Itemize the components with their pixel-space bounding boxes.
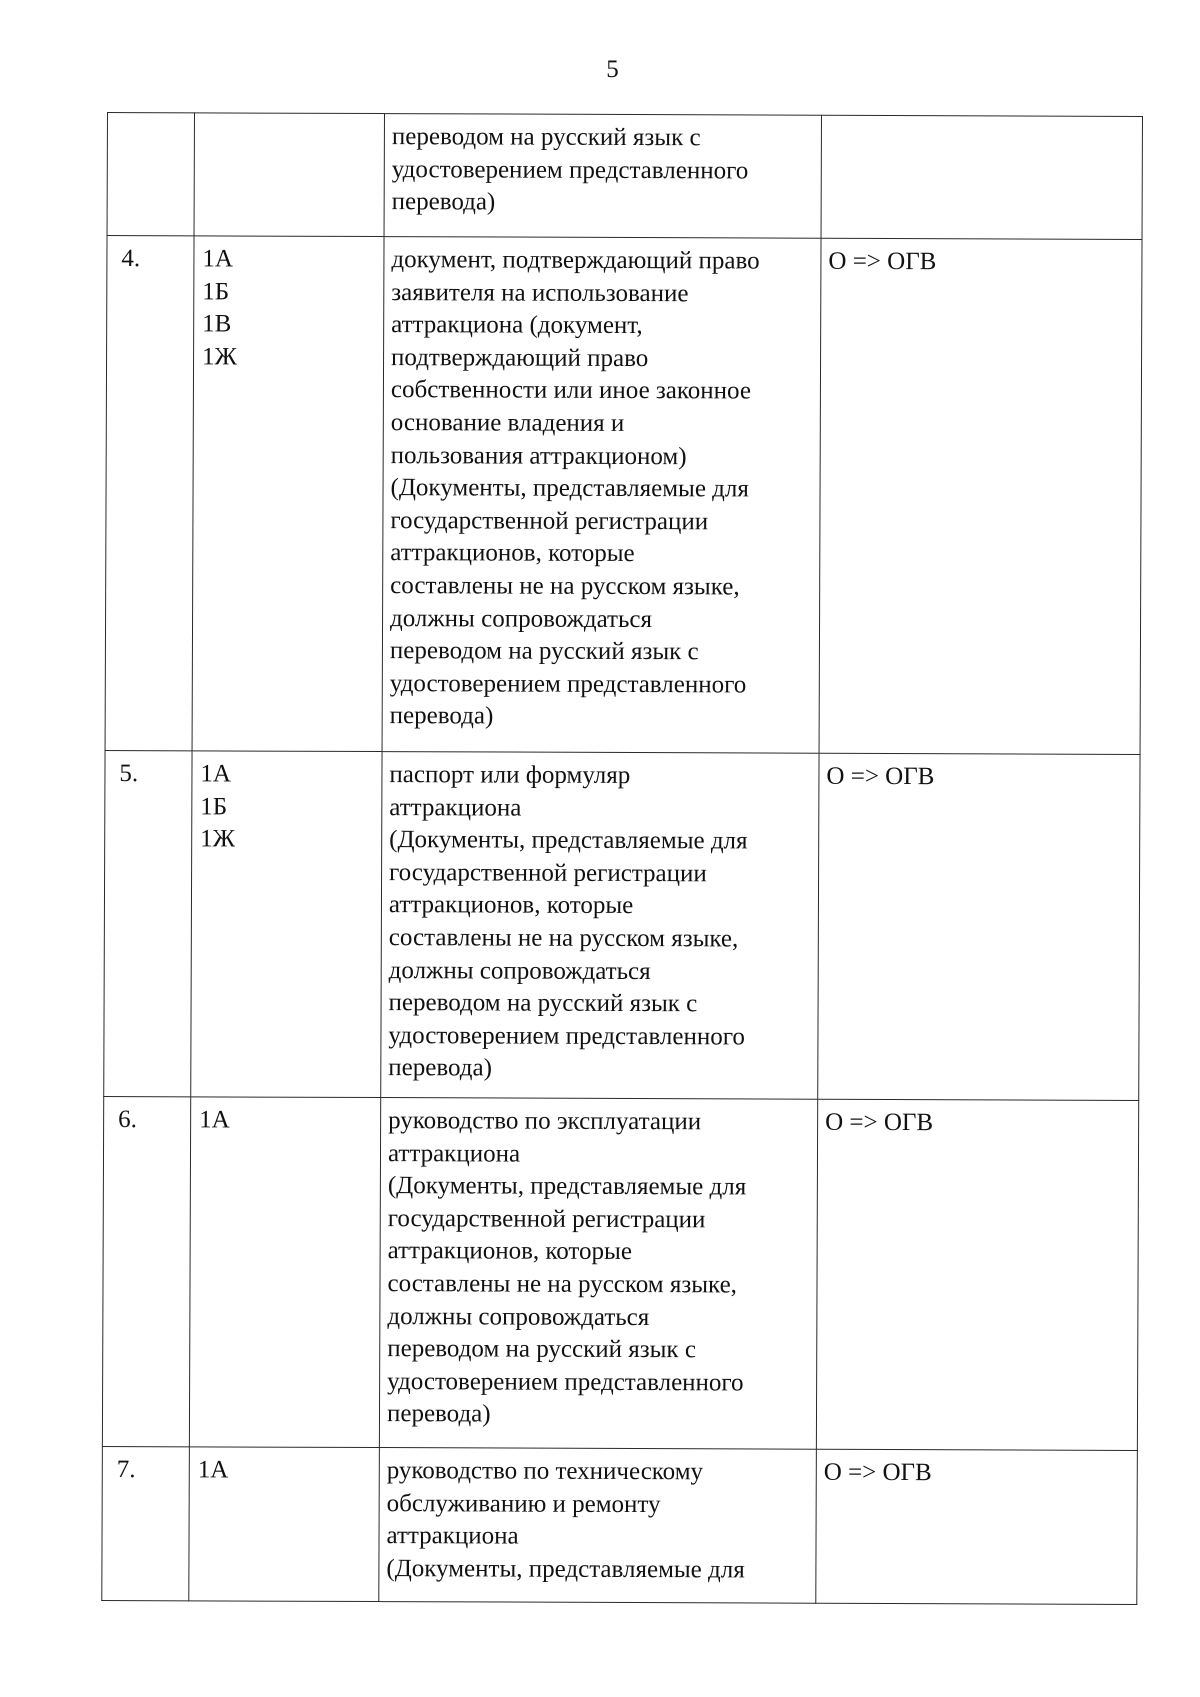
table-row <box>102 1096 1138 1450</box>
applicant-code: 1А <box>202 245 234 273</box>
applicant-code: 1А <box>197 1456 229 1484</box>
description-line: государственной регистрации <box>390 506 709 536</box>
applicant-code: 1В <box>202 310 232 338</box>
row-number-cell: 5. <box>104 750 192 1096</box>
document-description-cell <box>384 114 821 239</box>
description-line: перевода) <box>386 1400 491 1428</box>
description-line: паспорт или формуляр <box>389 761 631 790</box>
description-line: (Документы, представляемые для <box>386 1554 745 1584</box>
description-line: составлены не на русском языке, <box>390 572 740 601</box>
document-description-cell <box>379 1448 817 1604</box>
row-number-cell: 6. <box>102 1096 190 1446</box>
description-line: подтверждающий право <box>391 343 649 372</box>
description-line: руководство по эксплуатации <box>388 1107 702 1136</box>
applicant-code: 1Ж <box>202 343 238 371</box>
description-line: государственной регистрации <box>389 858 707 888</box>
row-number-cell: 4. <box>105 236 194 751</box>
submission-mode-cell: О => ОГВ <box>819 238 1142 754</box>
documents-table <box>101 112 1143 1605</box>
applicant-codes-cell <box>189 1097 380 1448</box>
description-line: должны сопровождаться <box>388 956 651 985</box>
submission-mode-cell: О => ОГВ <box>818 753 1140 1100</box>
table-row <box>107 113 1142 240</box>
description-line: переводом на русский язык с <box>387 1335 697 1364</box>
description-line: (Документы, представляемые для <box>389 826 748 855</box>
description-line: аттракциона <box>387 1139 521 1168</box>
description-line: перевода) <box>389 702 494 730</box>
description-line: удостоверением представленного <box>391 155 749 185</box>
description-line: аттракционов, которые <box>390 539 635 568</box>
description-line: составлены не на русском языке, <box>388 924 739 953</box>
description-line: заявителя на использование <box>391 278 689 307</box>
description-line: перевода) <box>391 188 496 216</box>
description-line: (Документы, представляемые для <box>390 474 749 503</box>
submission-mode-cell <box>821 115 1142 239</box>
description-line: государственной регистрации <box>387 1204 706 1234</box>
applicant-code: 1Б <box>202 277 230 306</box>
description-line: руководство по техническому <box>386 1457 704 1486</box>
table-row <box>105 236 1142 755</box>
table-row <box>102 1446 1138 1604</box>
description-line: обслуживанию и ремонту <box>386 1489 661 1518</box>
description-line: удостоверением представленного <box>387 1367 744 1397</box>
description-line: основание владения и <box>390 409 625 437</box>
description-line: переводом на русский язык с <box>389 637 699 666</box>
description-line: удостоверением представленного <box>389 669 747 699</box>
description-line: аттракционов, которые <box>387 1237 633 1266</box>
description-line: должны сопровождаться <box>390 604 653 633</box>
description-line: собственности или иное законное <box>390 376 752 405</box>
description-line: (Документы, представляемые для <box>387 1172 747 1201</box>
document-description-cell <box>381 752 819 1100</box>
document-description-cell <box>379 1098 817 1450</box>
description-line: аттракциона <box>389 793 522 822</box>
applicant-codes-cell <box>189 1447 380 1602</box>
description-line: переводом на русский язык с <box>388 989 698 1018</box>
submission-mode-cell: О => ОГВ <box>816 1099 1138 1450</box>
submission-mode-cell: О => ОГВ <box>816 1449 1138 1604</box>
description-line: аттракциона (документ, <box>391 311 643 340</box>
row-number-cell <box>107 113 194 236</box>
document-description-cell <box>382 237 821 754</box>
description-line: аттракционов, которые <box>388 891 634 920</box>
description-line: аттракциона <box>386 1522 519 1550</box>
description-line: перевода) <box>388 1054 493 1082</box>
table-row <box>104 750 1140 1100</box>
description-line: переводом на русский язык с <box>391 123 701 152</box>
row-number-cell: 7. <box>102 1446 190 1600</box>
page-number: 5 <box>606 56 619 83</box>
description-line: должны сопровождаться <box>387 1302 650 1331</box>
applicant-codes-cell <box>194 113 384 237</box>
description-line: документ, подтверждающий право <box>391 246 760 275</box>
applicant-code: 1Б <box>200 792 228 821</box>
description-line: пользования аттракционом) <box>390 441 687 470</box>
description-line: удостоверением представленного <box>388 1021 745 1051</box>
applicant-codes-cell <box>191 751 382 1098</box>
applicant-codes-cell <box>192 236 384 752</box>
description-line: составлены не на русском языке, <box>387 1270 738 1299</box>
applicant-code: 1Ж <box>200 825 236 853</box>
applicant-code: 1А <box>199 1106 230 1134</box>
applicant-code: 1А <box>200 760 232 788</box>
